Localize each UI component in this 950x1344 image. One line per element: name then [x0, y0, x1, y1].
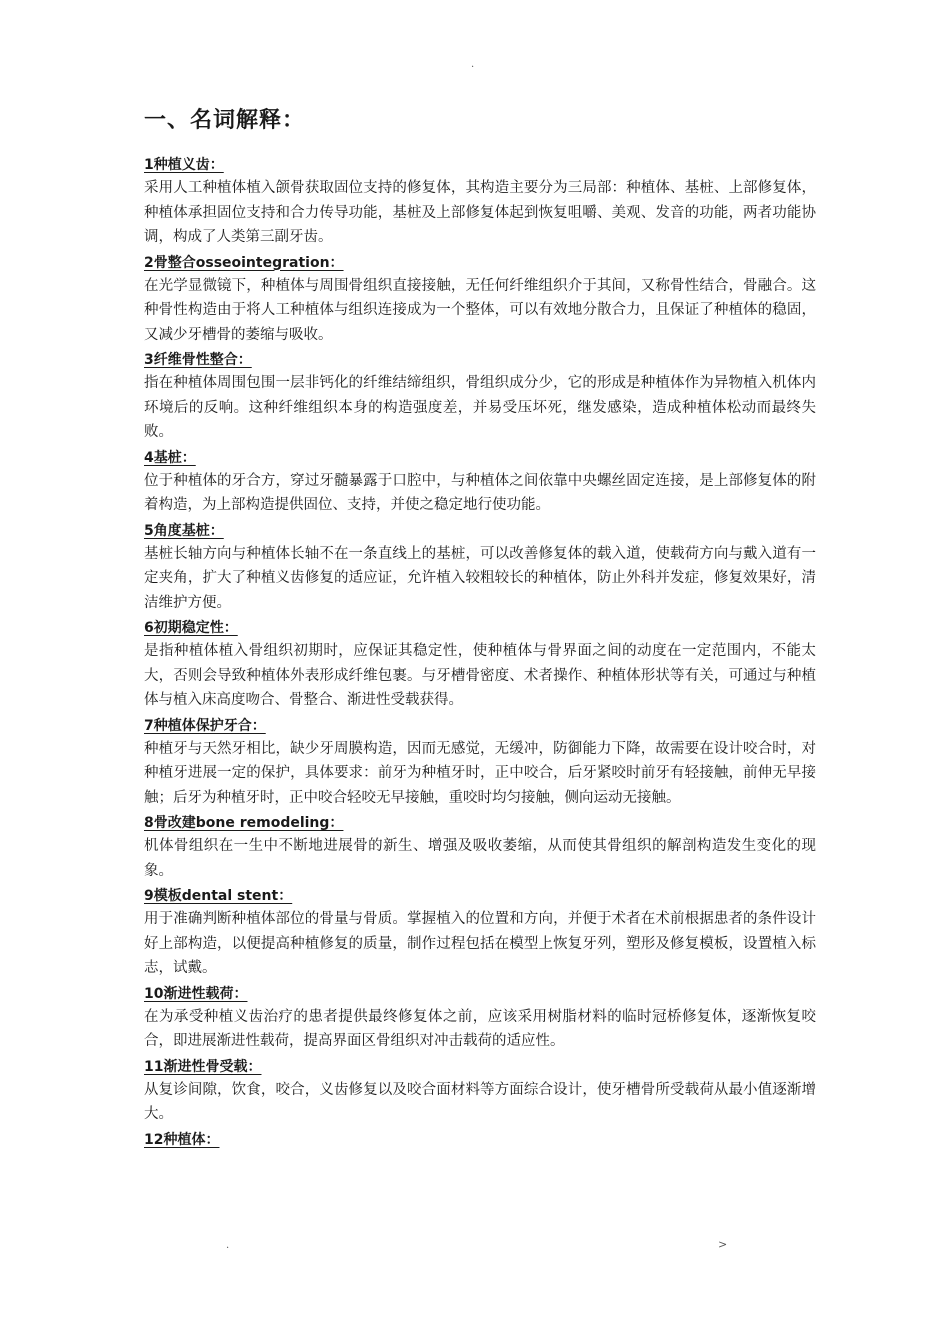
header-mark: .	[471, 59, 475, 70]
term-body: 在为承受种植义齿治疗的患者提供最终修复体之前，应该采用树脂材料的临时冠桥修复体，逐渐恢复咬合，即进展渐进性载荷，提高界面区骨组织对冲击载荷的适应性。	[144, 1008, 816, 1049]
section-title: 一、名词解释：	[144, 108, 306, 133]
footer-mark-right: >	[718, 1238, 728, 1251]
term-body: 种植牙与天然牙相比，缺少牙周膜构造，因而无感觉，无缓冲，防御能力下降，故需要在设计咬合时，对种植牙进展一定的保护，具体要求：前牙为种植牙时，正中咬合，后牙紧咬时前牙有轻接触，前伸无早接触；后牙为种植牙时，正中咬合轻咬无早接触，重咬时均匀接触，侧向运动无接触。	[144, 740, 816, 806]
term-body: 机体骨组织在一生中不断地进展骨的新生、增强及吸收萎缩，从而使其骨组织的解剖构造发生变化的现象。	[144, 838, 816, 879]
term-7	[144, 714, 816, 811]
term-heading: 1种植义齿：	[144, 157, 224, 173]
footer-mark-left: .	[226, 1240, 230, 1251]
term-8	[144, 811, 816, 883]
term-4	[144, 446, 816, 518]
term-heading: 11渐进性骨受载：	[144, 1058, 262, 1075]
term-body: 在光学显微镜下，种植体与周围骨组织直接接触，无任何纤维组织介于其间，又称骨性结合，骨融合。这种骨性构造由于将人工种植体与组织连接成为一个整体，可以有效地分散合力，且保证了种植体的稳固，又减少牙槽骨的萎缩与吸收。	[144, 277, 816, 343]
term-2	[144, 251, 816, 348]
term-body: 是指种植体植入骨组织初期时，应保证其稳定性，使种植体与骨界面之间的动度在一定范围内，不能太大，否则会导致种植体外表形成纤维包裹。与牙槽骨密度、术者操作、种植体形状等有关，可通过与种植体与植入床高度吻合、骨整合、渐进性受载获得。	[144, 643, 816, 708]
term-heading: 10渐进性载荷：	[144, 985, 248, 1002]
term-heading: 6初期稳定性：	[144, 620, 238, 636]
term-heading: 4基桩：	[144, 449, 196, 466]
term-9	[144, 884, 816, 981]
term-12	[144, 1128, 816, 1151]
term-heading: 12种植体：	[144, 1131, 220, 1148]
term-body: 指在种植体周围包围一层非钙化的纤维结缔组织，骨组织成分少，它的形成是种植体作为异物植入机体内环境后的反响。这种纤维组织本身的构造强度差，并易受压坏死，继发感染，造成种植体松动而最终失败。	[144, 375, 816, 440]
term-body: 基桩长轴方向与种植体长轴不在一条直线上的基桩，可以改善修复体的载入道，使载荷方向与戴入道有一定夹角，扩大了种植义齿修复的适应证，允许植入较粗较长的种植体，防止外科并发症，修复效果好，清洁维护方便。	[144, 545, 816, 611]
term-body: 采用人工种植体植入颌骨获取固位支持的修复体，其构造主要分为三局部：种植体、基桩、上部修复体，种植体承担固位支持和合力传导功能，基桩及上部修复体起到恢复咀嚼、美观、发音的功能，两者功能协调，构成了人类第三副牙齿。	[144, 180, 816, 245]
page-content	[144, 106, 816, 1152]
term-heading: 9模板dental stent：	[144, 888, 293, 904]
term-5	[144, 519, 816, 616]
term-body: 用于准确判断种植体部位的骨量与骨质。掌握植入的位置和方向，并便于术者在术前根据患者的条件设计好上部构造，以便提高种植修复的质量，制作过程包括在模型上恢复牙列，塑形及修复模板，设置植入标志，试戴。	[144, 911, 816, 976]
term-heading: 7种植体保护牙合：	[144, 717, 266, 734]
term-heading: 5角度基桩：	[144, 522, 224, 539]
term-11	[144, 1055, 816, 1127]
term-body: 位于种植体的牙合方，穿过牙髓暴露于口腔中，与种植体之间依靠中央螺丝固定连接，是上部修复体的附着构造，为上部构造提供固位、支持，并使之稳定地行使功能。	[144, 472, 816, 513]
term-10	[144, 982, 816, 1054]
term-heading: 3纤维骨性整合：	[144, 352, 252, 368]
term-3	[144, 348, 816, 445]
term-heading: 8骨改建bone remodeling：	[144, 815, 344, 831]
term-6	[144, 616, 816, 713]
term-1	[144, 153, 816, 250]
term-body: 从复诊间隙，饮食，咬合，义齿修复以及咬合面材料等方面综合设计，使牙槽骨所受载荷从最小值逐渐增大。	[144, 1081, 816, 1122]
term-heading: 2骨整合osseointegration：	[144, 254, 344, 271]
